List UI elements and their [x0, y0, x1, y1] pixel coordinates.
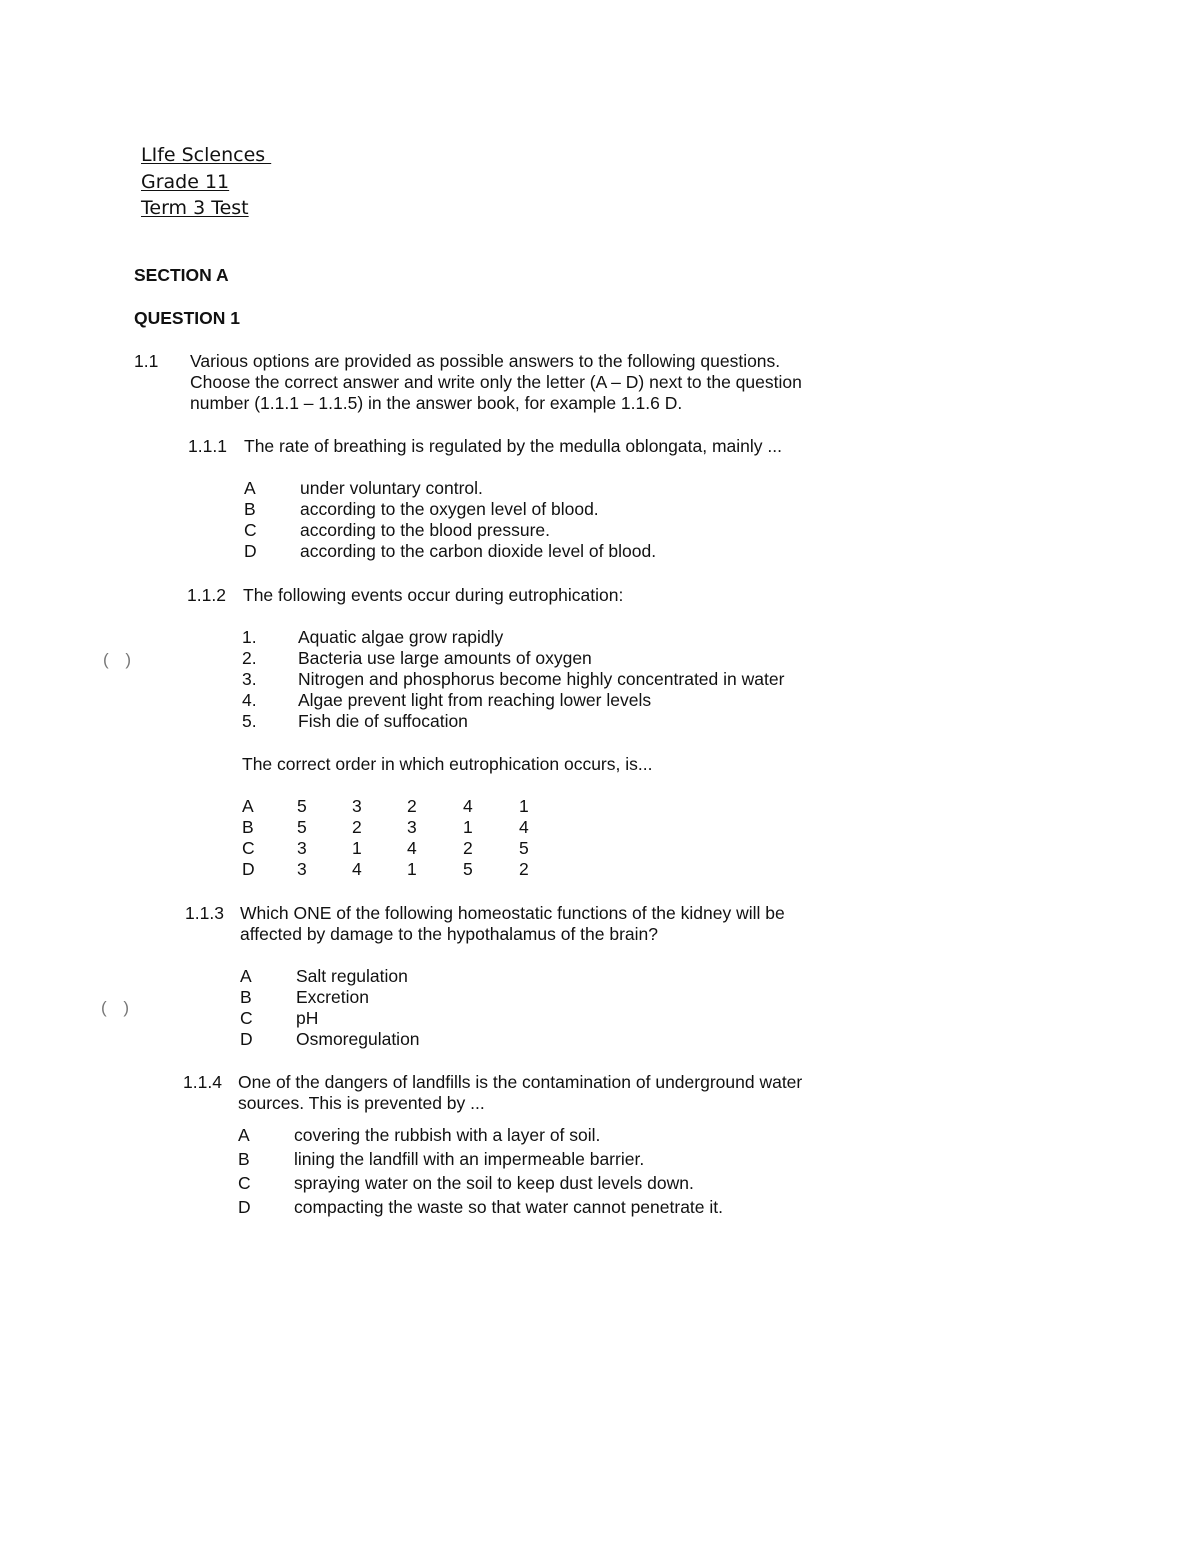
option: [238, 1149, 858, 1173]
event-number: 1.: [242, 627, 257, 647]
instructions-line-1: Various options are provided as possible answers to the following questions.: [190, 351, 781, 371]
question-heading: QUESTION 1: [134, 308, 240, 328]
option-letter: B: [240, 987, 252, 1007]
options-list: [240, 966, 640, 1050]
option-letter: C: [244, 520, 257, 540]
option: [238, 1197, 858, 1221]
option: [240, 966, 640, 987]
option: [244, 541, 844, 562]
order-value: 5: [297, 796, 307, 816]
order-value: 5: [519, 838, 529, 858]
options-list: [244, 478, 844, 562]
order-value: 1: [407, 859, 417, 879]
option-letter: D: [238, 1197, 251, 1217]
order-value: 3: [297, 838, 307, 858]
order-value: 5: [297, 817, 307, 837]
option-text: spraying water on the soil to keep dust levels down.: [294, 1173, 694, 1193]
order-value: 1: [352, 838, 362, 858]
option-letter: B: [238, 1149, 250, 1169]
option: [240, 987, 640, 1008]
test-title: Term 3 Test: [141, 197, 249, 219]
option: [244, 499, 844, 520]
margin-mark: ( ): [101, 998, 136, 1017]
section-heading: SECTION A: [134, 265, 229, 285]
event-item: [242, 711, 862, 732]
option-text: according to the oxygen level of blood.: [300, 499, 599, 519]
event-text: Algae prevent light from reaching lower levels: [298, 690, 652, 710]
option-text: covering the rubbish with a layer of soil.: [294, 1125, 601, 1145]
option-letter: B: [242, 817, 254, 837]
order-value: 4: [352, 859, 362, 879]
option-text: according to the blood pressure.: [300, 520, 551, 540]
option: [240, 1029, 640, 1050]
option-text: Excretion: [296, 987, 369, 1007]
sub-question-number: 1.1.3: [185, 903, 224, 923]
order-option: [242, 859, 562, 880]
option-letter: B: [244, 499, 256, 519]
option-text: pH: [296, 1008, 319, 1028]
order-value: 4: [519, 817, 529, 837]
option-text: Osmoregulation: [296, 1029, 420, 1049]
order-value: 2: [407, 796, 417, 816]
sub-question-text: The following events occur during eutrophication:: [243, 585, 624, 605]
option-letter: A: [240, 966, 252, 986]
event-item: [242, 669, 862, 690]
option: [244, 478, 844, 499]
instructions-line-2: Choose the correct answer and write only the letter (A – D) next to the question: [190, 372, 802, 392]
event-text: Nitrogen and phosphorus become highly concentrated in water: [298, 669, 785, 689]
option-text: lining the landfill with an impermeable barrier.: [294, 1149, 645, 1169]
order-value: 3: [297, 859, 307, 879]
sub-question-text-line-2: sources. This is prevented by ...: [238, 1093, 485, 1113]
event-number: 5.: [242, 711, 257, 731]
sub-question-number: 1.1.2: [187, 585, 226, 605]
order-option: [242, 838, 562, 859]
event-text: Fish die of suffocation: [298, 711, 468, 731]
option-letter: A: [244, 478, 256, 498]
option-letter: A: [238, 1125, 250, 1145]
event-item: [242, 648, 862, 669]
order-value: 4: [463, 796, 473, 816]
order-value: 1: [463, 817, 473, 837]
option: [238, 1125, 858, 1149]
option: [238, 1173, 858, 1197]
option-text: compacting the waste so that water cannot penetrate it.: [294, 1197, 723, 1217]
order-value: 1: [519, 796, 529, 816]
event-number: 4.: [242, 690, 257, 710]
option-letter: A: [242, 796, 254, 816]
option-text: Salt regulation: [296, 966, 408, 986]
question-number: 1.1: [134, 351, 159, 371]
event-text: Bacteria use large amounts of oxygen: [298, 648, 592, 668]
order-option: [242, 796, 562, 817]
order-value: 2: [463, 838, 473, 858]
subject-title: LIfe Sclences: [141, 144, 272, 166]
order-value: 2: [352, 817, 362, 837]
option-letter: D: [242, 859, 255, 879]
event-number: 3.: [242, 669, 257, 689]
events-list: [242, 627, 862, 732]
option-letter: D: [240, 1029, 253, 1049]
order-prompt: The correct order in which eutrophication occurs, is...: [242, 754, 653, 774]
grade-title: Grade 11: [141, 170, 230, 193]
sub-question-text-line-2: affected by damage to the hypothalamus of the brain?: [240, 924, 659, 944]
sub-question-text-line-1: One of the dangers of landfills is the contamination of underground water: [238, 1072, 803, 1092]
order-value: 4: [407, 838, 417, 858]
order-value: 2: [519, 859, 529, 879]
event-number: 2.: [242, 648, 257, 668]
option-letter: D: [244, 541, 257, 561]
options-list: [238, 1125, 858, 1221]
margin-mark: ( ): [103, 650, 138, 669]
option-letter: C: [242, 838, 255, 858]
event-item: [242, 690, 862, 711]
order-value: 3: [352, 796, 362, 816]
order-value: 3: [407, 817, 417, 837]
sub-question-text: The rate of breathing is regulated by the medulla oblongata, mainly ...: [244, 436, 782, 456]
instructions-line-3: number (1.1.1 – 1.1.5) in the answer book, for example 1.1.6 D.: [190, 393, 683, 413]
option: [240, 1008, 640, 1029]
event-item: [242, 627, 862, 648]
option-text: under voluntary control.: [300, 478, 483, 498]
option: [244, 520, 844, 541]
order-options: [242, 796, 562, 880]
option-letter: C: [240, 1008, 253, 1028]
order-value: 5: [463, 859, 473, 879]
sub-question-number: 1.1.1: [188, 436, 227, 456]
event-text: Aquatic algae grow rapidly: [298, 627, 504, 647]
sub-question-number: 1.1.4: [183, 1072, 222, 1092]
sub-question-text-line-1: Which ONE of the following homeostatic functions of the kidney will be: [240, 903, 785, 923]
document-header: [141, 142, 271, 222]
option-text: according to the carbon dioxide level of blood.: [300, 541, 657, 561]
option-letter: C: [238, 1173, 251, 1193]
order-option: [242, 817, 562, 838]
